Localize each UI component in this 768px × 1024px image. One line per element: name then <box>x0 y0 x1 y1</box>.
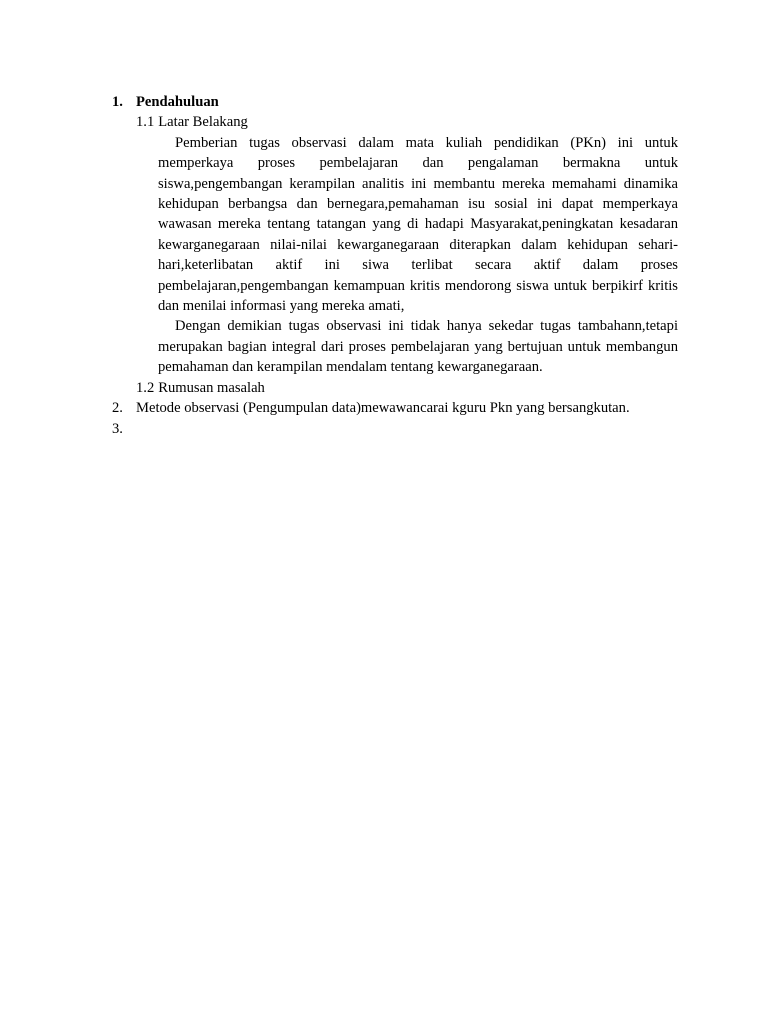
subsection-1-1-number: 1.1 <box>136 114 155 131</box>
section-1-number: 1. <box>112 94 123 110</box>
subsection-1-1-body <box>112 133 678 378</box>
subsection-1-2-number: 1.2 <box>136 379 155 396</box>
subsection-1-2 <box>112 378 678 398</box>
document-body <box>112 92 678 439</box>
paragraph-2: Dengan demikian tugas observasi ini tidak hanya sekedar tugas tambahann,tetapi merupakan bagian integral dari proses pembelajaran yang bertujuan untuk membangun pemahaman dan kerampilan mendalam tentang kewarganegaraan. <box>158 318 678 376</box>
section-3 <box>112 419 678 439</box>
subsection-1-2-title: Rumusan masalah <box>158 379 265 396</box>
section-2 <box>112 398 678 418</box>
section-2-number: 2. <box>112 400 123 417</box>
section-1-title: Pendahuluan <box>136 94 219 110</box>
subsection-1-1 <box>112 112 678 132</box>
section-2-text: Metode observasi (Pengumpulan data)mewawancarai kguru Pkn yang bersangkutan. <box>136 400 630 417</box>
paragraph-1: Pemberian tugas observasi dalam mata kuliah pendidikan (PKn) ini untuk memperkaya proses pembelajaran dan pengalaman bermakna untuk siswa,pengembangan kerampilan analitis ini membantu mereka memahami dinamika kehidupan berbangsa dan bernegara,pemahaman isu sosial ini dapat memperkaya wawasan mereka tentang tatangan yang di hadapi Masyarakat,peningkatan kesadaran kewarganegaraan nilai-nilai kewarganegaraan diterapkan dalam kehidupan sehari-hari,keterlibatan aktif ini siwa terlibat secara aktif dalam proses pembelajaran,pengembangan kemampuan kritis mendorong siswa untuk berpikirf kritis dan menilai informasi yang mereka amati, <box>158 134 678 315</box>
section-3-number: 3. <box>112 420 123 437</box>
section-1 <box>112 92 678 112</box>
subsection-1-1-title: Latar Belakang <box>158 114 248 131</box>
